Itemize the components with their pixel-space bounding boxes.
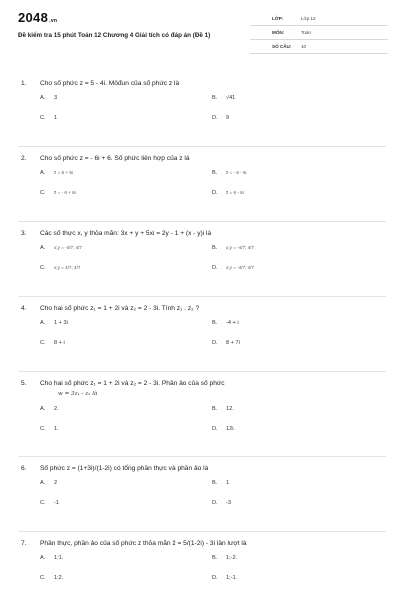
- option-text: -1: [54, 500, 59, 506]
- meta-value: Toán: [301, 30, 311, 35]
- divider: [18, 221, 386, 222]
- option-d[interactable]: D. x;y = -4/7; 4/7: [212, 265, 254, 271]
- answer-options: [18, 164, 386, 204]
- answer-options: [18, 549, 386, 589]
- option-text: x;y = -4/7; 4/7: [226, 245, 254, 250]
- option-b[interactable]: B. √41: [212, 95, 236, 101]
- meta-value: Lớp 12: [301, 16, 316, 21]
- question-stem: [18, 377, 386, 389]
- option-text: 1: [54, 115, 58, 121]
- option-text: 12.: [226, 406, 234, 412]
- question-stem: [18, 537, 386, 549]
- option-a[interactable]: A. 1 + 3i: [40, 320, 68, 326]
- question-text: Cho hai số phức z₁ = 1 + 2i và z₂ = 2 - 3i. Phần ảo của số phức: [40, 380, 225, 387]
- site-logo[interactable]: [18, 10, 57, 25]
- question-1: [18, 77, 386, 129]
- meta-key: LỚP:: [272, 16, 284, 21]
- logo-text: 2048: [18, 10, 49, 25]
- question-formula: w = 3z₁ - z₂ là: [58, 391, 98, 397]
- meta-value: 10: [301, 44, 307, 49]
- logo-suffix: .vn: [49, 18, 58, 24]
- question-text: Số phức z = (1+3i)/(1-2i) có tổng phần thực và phần ảo là: [40, 465, 209, 472]
- question-stem: [18, 77, 386, 89]
- answer-options: [18, 89, 386, 129]
- question-stem: [18, 227, 386, 239]
- option-text: z̄ = - 6 + 6i: [54, 190, 76, 195]
- option-b[interactable]: B. 12.: [212, 406, 234, 412]
- option-text: 1: [226, 480, 230, 486]
- option-c[interactable]: C. -1: [40, 500, 59, 506]
- option-a[interactable]: A. 2.: [40, 406, 59, 412]
- option-text: 2.: [54, 406, 59, 412]
- question-number: 6.: [21, 465, 27, 472]
- option-text: x;y = 4/7; 4/7: [54, 265, 81, 270]
- option-c[interactable]: C. 1.: [40, 426, 59, 432]
- option-d[interactable]: D. 8 + 7i: [212, 340, 240, 346]
- question-number: 2.: [21, 155, 27, 162]
- option-text: 8 + 7i: [226, 340, 240, 346]
- worksheet-title: Đề kiểm tra 15 phút Toán 12 Chương 4 Giải tích có đáp án (Đề 1): [18, 32, 211, 39]
- option-text: √41: [226, 95, 236, 101]
- option-d[interactable]: D. 12i.: [212, 426, 236, 432]
- option-text: 1 + 3i: [54, 320, 68, 326]
- question-2: [18, 152, 386, 204]
- option-c[interactable]: C. x;y = 4/7; 4/7: [40, 265, 81, 271]
- option-text: 1;-1.: [226, 575, 238, 581]
- option-text: 1.: [54, 426, 59, 432]
- question-text: Cho số phức z = 5 - 4i. Môđun của số phức z là: [40, 80, 180, 87]
- option-text: x;y = -4/7; 4/7: [226, 265, 254, 270]
- divider: [18, 456, 386, 457]
- question-4: [18, 302, 386, 354]
- meta-key: MÔN:: [272, 30, 285, 35]
- option-text: 1;1.: [54, 555, 64, 561]
- divider: [18, 146, 386, 147]
- question-text-continued: [18, 389, 386, 400]
- option-d[interactable]: D. 1;-1.: [212, 575, 238, 581]
- answer-options: [18, 314, 386, 354]
- option-text: -4 + i: [226, 320, 239, 326]
- option-text: 1;-2.: [226, 555, 238, 561]
- option-a[interactable]: A. 3: [40, 95, 58, 101]
- question-number: 3.: [21, 230, 27, 237]
- option-d[interactable]: D. z̄ = 6 - 6i: [212, 190, 244, 196]
- question-text: Cho số phức z = - 6i + 6. Số phức liên hợp của z là: [40, 155, 190, 162]
- question-number: 7.: [21, 540, 27, 547]
- answer-options: [18, 239, 386, 279]
- option-a[interactable]: A. 1;1.: [40, 555, 64, 561]
- option-c[interactable]: C. 8 + i: [40, 340, 65, 346]
- question-text: Phần thực, phần ảo của số phức z thỏa mãn z̄ = 5/(1-2i) - 3i lần lượt là: [40, 540, 247, 547]
- option-b[interactable]: B. x;y = -4/7; 4/7: [212, 245, 254, 251]
- answer-options: [18, 400, 386, 440]
- meta-subject-row: [250, 26, 388, 40]
- meta-class-row: [250, 12, 388, 26]
- option-c[interactable]: C. 1: [40, 115, 58, 121]
- option-b[interactable]: B. -4 + i: [212, 320, 239, 326]
- option-text: 1;2.: [54, 575, 64, 581]
- divider: [18, 296, 386, 297]
- meta-count-row: [250, 40, 388, 54]
- question-number: 4.: [21, 305, 27, 312]
- option-c[interactable]: C. z̄ = - 6 + 6i: [40, 190, 76, 196]
- option-text: z̄ = 6 + 6i: [54, 170, 73, 175]
- question-3: [18, 227, 386, 279]
- option-a[interactable]: A. x;y = -4/7; 4/7: [40, 245, 82, 251]
- option-text: z̄ = 6 - 6i: [226, 190, 244, 195]
- option-text: x;y = -4/7; 4/7: [54, 245, 82, 250]
- option-a[interactable]: A. z̄ = 6 + 6i: [40, 170, 73, 176]
- question-text: Các số thực x, y thỏa mãn: 3x + y + 5xi = 2y - 1 + (x - y)i là: [40, 230, 212, 237]
- question-text: Cho hai số phức z₁ = 1 + 2i và z₂ = 2 - 3i. Tính z₁ . z₂ ?: [40, 305, 200, 312]
- question-stem: [18, 462, 386, 474]
- question-5: [18, 377, 386, 440]
- option-text: 12i.: [226, 426, 236, 432]
- answer-options: [18, 474, 386, 514]
- option-d[interactable]: D. 9: [212, 115, 230, 121]
- question-number: 5.: [21, 380, 27, 387]
- divider: [18, 371, 386, 372]
- option-a[interactable]: A. 2: [40, 480, 58, 486]
- option-text: 8 + i: [54, 340, 65, 346]
- option-c[interactable]: C. 1;2.: [40, 575, 64, 581]
- question-stem: [18, 152, 386, 164]
- meta-key: SỐ CÂU:: [272, 44, 292, 49]
- option-b[interactable]: B. 1;-2.: [212, 555, 238, 561]
- option-text: 2: [54, 480, 58, 486]
- divider: [18, 531, 386, 532]
- option-d[interactable]: D. -3: [212, 500, 231, 506]
- option-text: 9: [226, 115, 230, 121]
- question-number: 1.: [21, 80, 27, 87]
- question-6: [18, 462, 386, 514]
- question-7: [18, 537, 386, 589]
- option-b[interactable]: B. z̄ = - 6 - 6i: [212, 170, 247, 176]
- option-b[interactable]: B. 1: [212, 480, 230, 486]
- option-text: z̄ = - 6 - 6i: [226, 170, 247, 175]
- worksheet-header: [18, 10, 388, 62]
- question-stem: [18, 302, 386, 314]
- option-text: 3: [54, 95, 58, 101]
- option-text: -3: [226, 500, 231, 506]
- worksheet-meta: [250, 12, 388, 54]
